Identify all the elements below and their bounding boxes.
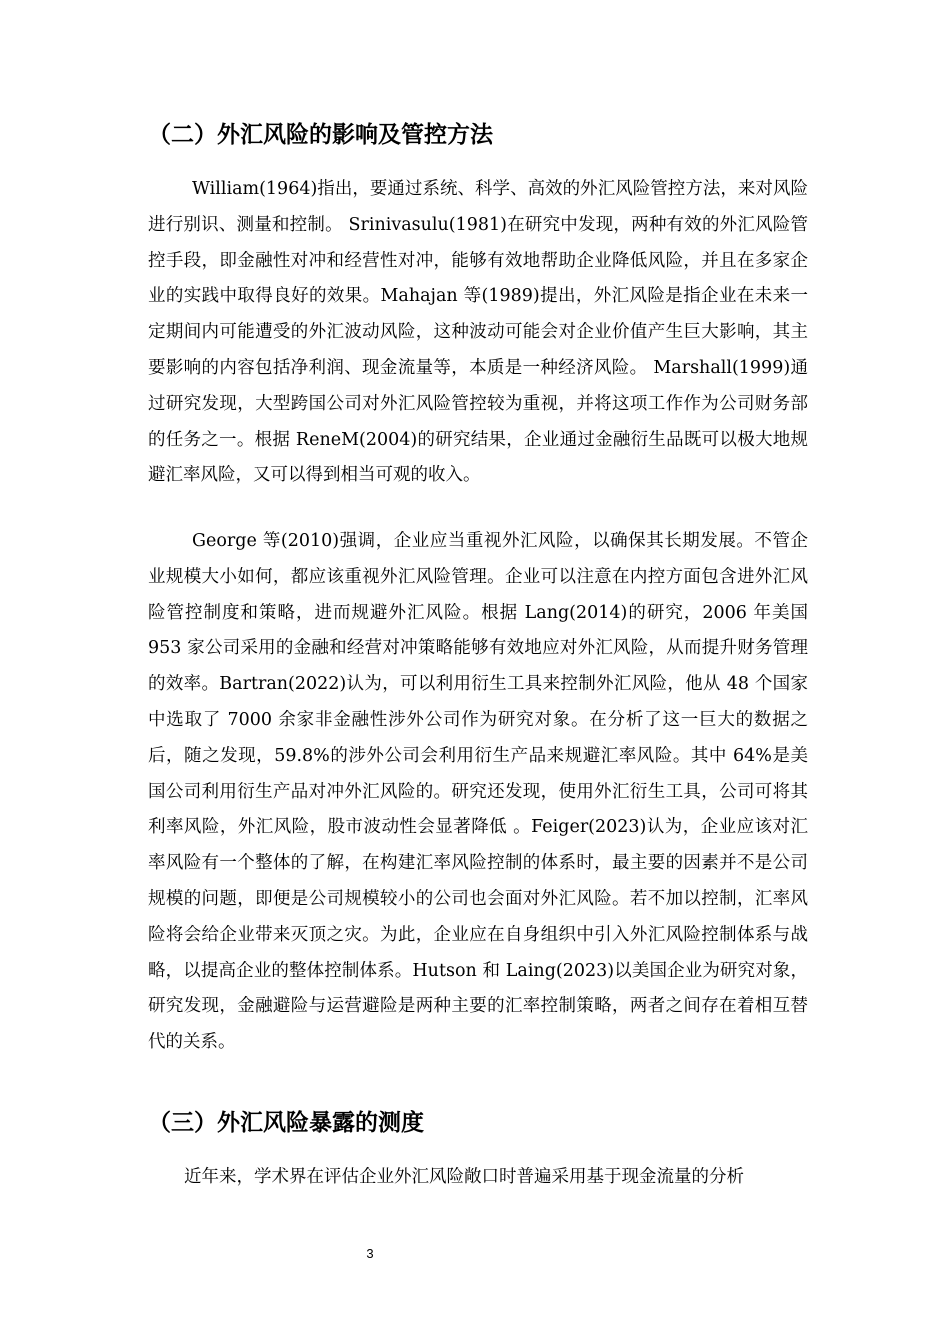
section-heading-2: （二）外汇风险的影响及管控方法 (148, 122, 493, 148)
page-number: 3 (366, 1246, 374, 1261)
paragraph-2: George 等(2010)强调，企业应当重视外汇风险，以确保其长期发展。不管企业规模大小如何，都应该重视外汇风险管理。企业可以注意在内控方面包含进外汇风险管控制度和策略，进而规避外汇风险。根据 Lang(2014)的研究，2006 年美国 953 家公司采用的金融和经营对冲策略能够有效地应对外汇风险，从而提升财务管理的效率。Bartran(2022)认为，可以利用衍生工具来控制外汇风险，他从 48 个国家中选取了 7000 余家非金融性涉外公司作为研究对象。在分析了这一巨大的数据之后，随之发现，59.8%的涉外公司会利用衍生产品来规避汇率风险。其中 64%是美国公司利用衍生产品对冲外汇风险的。研究还发现，使用外汇衍生工具，公司可将其利率风险，外汇风险，股市波动性会显著降低 。Feiger(2023)认为，企业应该对汇率风险有一个整体的了解，在构建汇率风险控制的体系时，最主要的因素并不是公司规模的问题，即便是公司规模较小的公司也会面对外汇风险。若不加以控制，汇率风险将会给企业带来灭顶之灾。为此，企业应在自身组织中引入外汇风险控制体系与战略，以提高企业的整体控制体系。Hutson 和 Laing(2023)以美国企业为研究对象，研究发现，金融避险与运营避险是两种主要的汇率控制策略，两者之间存在着相互替代的关系。 (148, 531, 808, 1053)
paragraph-3: 近年来，学术界在评估企业外汇风险敞口时普遍采用基于现金流量的分析 (184, 1167, 744, 1187)
paragraph-1: William(1964)指出，要通过系统、科学、高效的外汇风险管控方法，来对风险进行别识、测量和控制。 Srinivasulu(1981)在研究中发现，两种有效的外汇风险管控手段，即金融性对冲和经营性对冲，能够有效地帮助企业降低风险，并且在多家企业的实践中取得良好的效果。Mahajan 等(1989)提出，外汇风险是指企业在未来一定期间内可能遭受的外汇波动风险，这种波动可能会对企业价值产生巨大影响，其主要影响的内容包括净利润、现金流量等，本质是一种经济风险。 Marshall(1999)通过研究发现，大型跨国公司对外汇风险管控较为重视，并将这项工作作为公司财务部的任务之一。根据 ReneM(2004)的研究结果，企业通过金融衍生品既可以极大地规避汇率风险，又可以得到相当可观的收入。 (148, 179, 808, 486)
section-heading-3: （三）外汇风险暴露的测度 (148, 1110, 424, 1136)
